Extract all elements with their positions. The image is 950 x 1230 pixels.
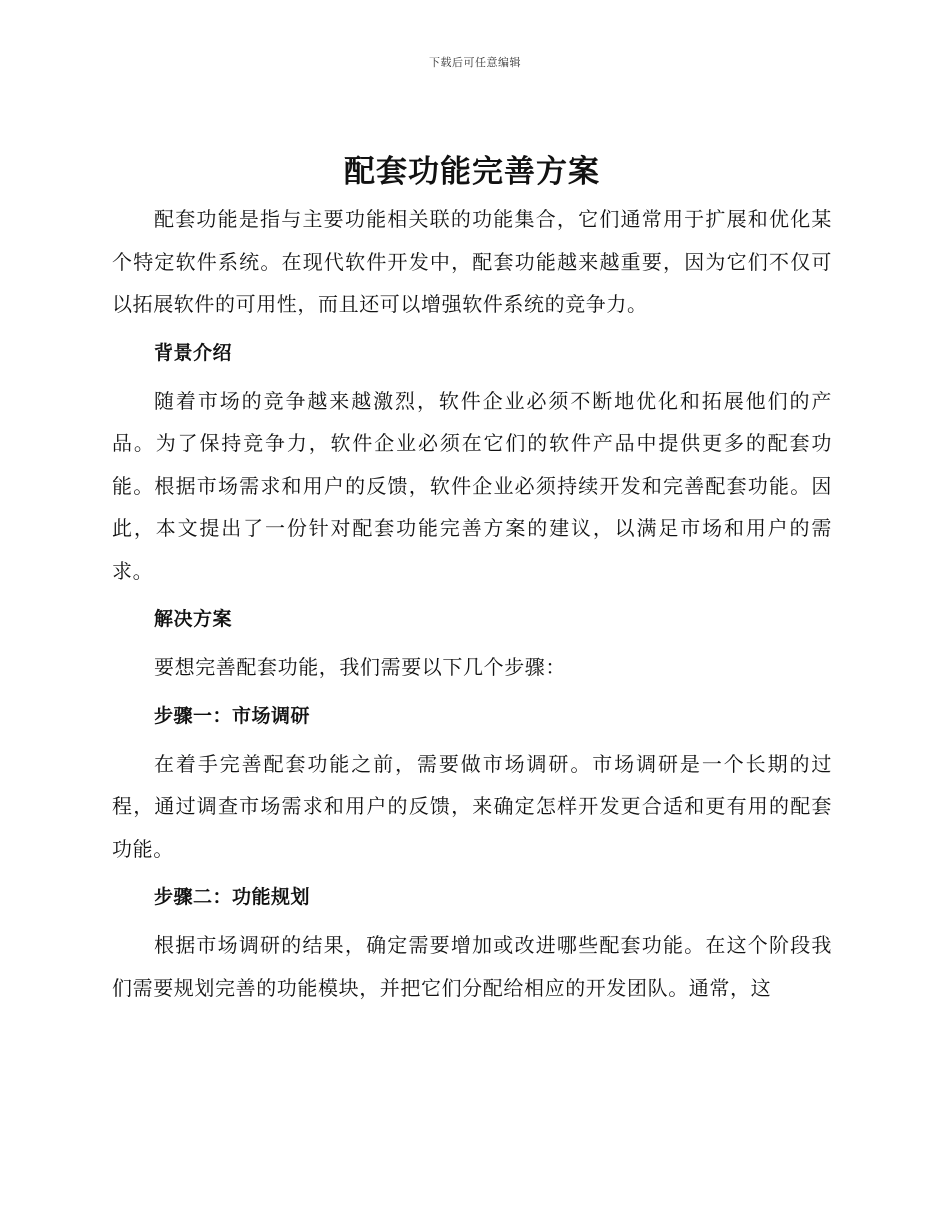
section-heading-step2: 步骤二：功能规划 — [154, 886, 311, 908]
section-heading-step1: 步骤一：市场调研 — [154, 704, 311, 727]
header-note: 下载后可任意编辑 — [429, 56, 521, 69]
document-title: 配套功能完善方案 — [344, 154, 600, 190]
step1-paragraph: 在着手完善配套功能之前，需要做市场调研。市场调研是一个长期的过程，通过调查市场需求和用户的反馈，来确定怎样开发更合适和更有用的配套功能。 — [112, 751, 832, 861]
step2-paragraph: 根据市场调研的结果，确定需要增加或改进哪些配套功能。在这个阶段我们需要规划完善的功能模块，并把它们分配给相应的开发团队。通常，这 — [112, 933, 832, 1000]
background-paragraph: 随着市场的竞争越来越激烈，软件企业必须不断地优化和拓展他们的产品。为了保持竞争力，软件企业必须在它们的软件产品中提供更多的配套功能。根据市场需求和用户的反馈，软件企业必须持续开发和完善配套功能。因此，本文提出了一份针对配套功能完善方案的建议，以满足市场和用户的需求。 — [112, 388, 832, 583]
section-heading-background: 背景介绍 — [154, 341, 233, 364]
section-heading-solution: 解决方案 — [154, 608, 233, 630]
intro-paragraph: 配套功能是指与主要功能相关联的功能集合，它们通常用于扩展和优化某个特定软件系统。在现代软件开发中，配套功能越来越重要，因为它们不仅可以拓展软件的可用性，而且还可以增强软件系统的竞争力。 — [112, 207, 832, 316]
document-body — [112, 150, 832, 1009]
solution-paragraph: 要想完善配套功能，我们需要以下几个步骤： — [154, 655, 566, 679]
